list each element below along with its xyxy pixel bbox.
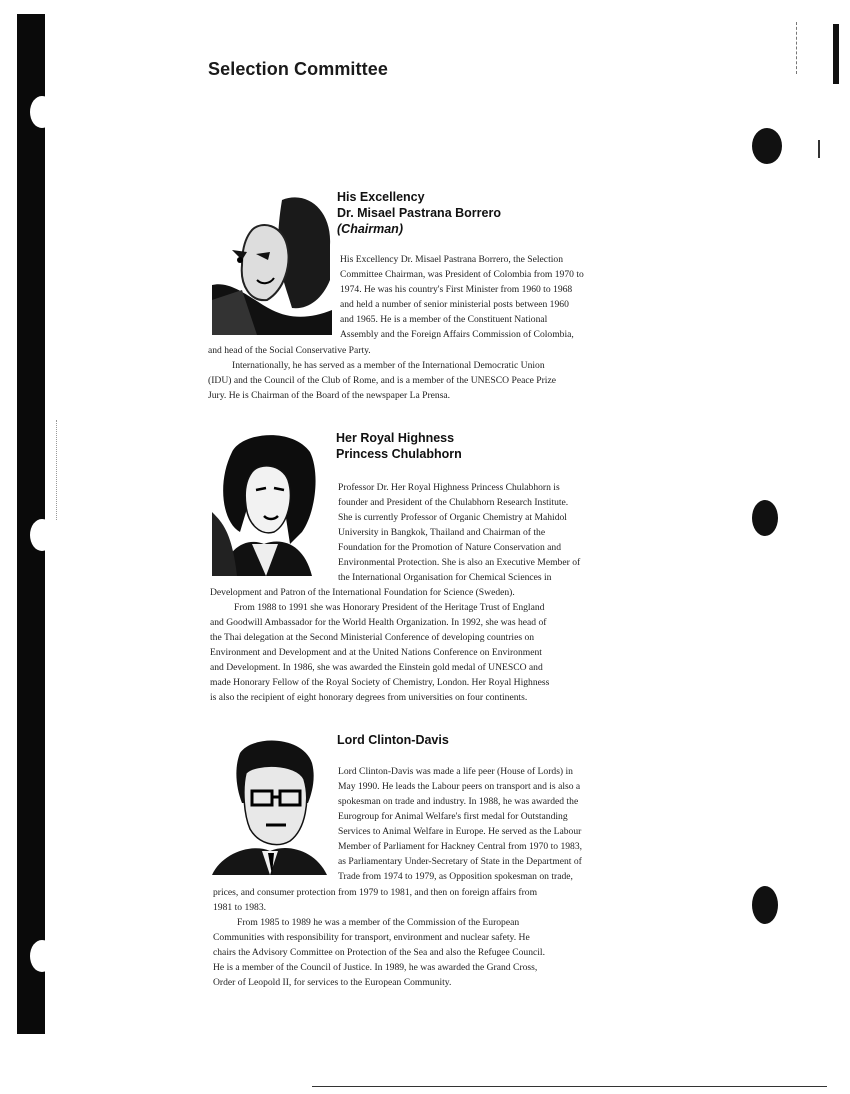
text-line: and Development. In 1986, she was awarded the Einstein gold medal of UNESCO and <box>210 662 543 673</box>
binder-notch <box>30 96 54 128</box>
scan-edge-mark <box>818 140 820 158</box>
text-line: Jury. He is Chairman of the Board of the newspaper La Prensa. <box>208 390 451 401</box>
text-line: chairs the Advisory Committee on Protection of the Sea and also the Refugee Council. <box>213 947 545 958</box>
text-line: Member of Parliament for Hackney Central from 1970 to 1983, <box>338 841 583 852</box>
text-line: Assembly and the Foreign Affairs Commission of Colombia, <box>340 329 574 340</box>
name-line: Dr. Misael Pastrana Borrero <box>337 206 501 220</box>
text-line: the Thai delegation at the Second Ministerial Conference of developing countries on <box>210 632 535 643</box>
text-line: and held a number of senior ministerial posts between 1960 <box>340 299 569 310</box>
text-line: Order of Leopold II, for services to the European Community. <box>213 977 452 988</box>
bio-full-chulabhorn <box>210 585 549 705</box>
portrait-chulabhorn <box>212 432 320 576</box>
text-line: Environment and Development and at the United Nations Conference on Environment <box>210 647 542 658</box>
text-line: made Honorary Fellow of the Royal Society of Chemistry, London. Her Royal Highness <box>210 677 550 688</box>
bio-full-pastrana <box>208 343 556 403</box>
name-line: Lord Clinton-Davis <box>337 733 449 747</box>
bio-side-pastrana <box>340 252 584 342</box>
text-line: 1974. He was his country's First Minister from 1960 to 1968 <box>340 284 573 295</box>
text-line: Eurogroup for Animal Welfare's first medal for Outstanding <box>338 811 568 822</box>
text-line: She is currently Professor of Organic Chemistry at Mahidol <box>338 512 567 523</box>
scan-dotted-mark <box>56 420 57 520</box>
text-line: Development and Patron of the International Foundation for Science (Sweden). <box>210 587 515 598</box>
name-line: His Excellency <box>337 190 425 204</box>
page-title: Selection Committee <box>208 59 388 79</box>
text-line: Trade from 1974 to 1979, as Opposition spokesman on trade, <box>338 871 573 882</box>
text-line: prices, and consumer protection from 1979 to 1981, and then on foreign affairs from <box>213 887 538 898</box>
text-line: Services to Animal Welfare in Europe. He served as the Labour <box>338 826 582 837</box>
role-label: (Chairman) <box>337 222 403 236</box>
scan-edge-mark <box>833 24 839 84</box>
text-line: and head of the Social Conservative Party. <box>208 345 371 356</box>
text-line: May 1990. He leads the Labour peers on transport and is also a <box>338 781 581 792</box>
text-line: He is a member of the Council of Justice. In 1989, he was awarded the Grand Cross, <box>213 962 538 973</box>
text-line: From 1988 to 1991 she was Honorary President of the Heritage Trust of England <box>234 602 545 613</box>
text-line: is also the recipient of eight honorary degrees from universities on four continents. <box>210 692 528 703</box>
text-line: spokesman on trade and industry. In 1988, he was awarded the <box>338 796 579 807</box>
bottom-rule <box>312 1086 827 1087</box>
text-line: and Goodwill Ambassador for the World Health Organization. In 1992, she was head of <box>210 617 547 628</box>
text-line: and 1965. He is a member of the Constituent National <box>340 314 548 325</box>
text-line: founder and President of the Chulabhorn Research Institute. <box>338 497 569 508</box>
text-line: Professor Dr. Her Royal Highness Princess Chulabhorn is <box>338 482 560 493</box>
text-line: Lord Clinton-Davis was made a life peer (House of Lords) in <box>338 766 573 777</box>
text-line: His Excellency Dr. Misael Pastrana Borrero, the Selection <box>340 254 563 265</box>
scan-dotted-mark <box>796 22 797 74</box>
name-line: Princess Chulabhorn <box>336 447 462 461</box>
bio-side-chulabhorn <box>338 480 580 585</box>
bio-side-clinton-davis <box>338 764 582 884</box>
portrait-pastrana <box>212 190 332 335</box>
text-line: Committee Chairman, was President of Colombia from 1970 to <box>340 269 584 280</box>
member-name-pastrana <box>337 189 501 237</box>
punch-hole <box>752 886 778 924</box>
portrait-clinton-davis <box>212 733 327 875</box>
text-line: Environmental Protection. She is also an Executive Member of <box>338 557 581 568</box>
text-line: University in Bangkok, Thailand and Chairman of the <box>338 527 546 538</box>
text-line: Internationally, he has served as a member of the International Democratic Union <box>232 360 545 371</box>
name-line: Her Royal Highness <box>336 431 455 445</box>
text-line: 1981 to 1983. <box>213 902 267 913</box>
punch-hole <box>752 500 778 536</box>
member-name-clinton-davis <box>337 732 449 748</box>
text-line: as Parliamentary Under-Secretary of State in the Department of <box>338 856 582 867</box>
binder-notch <box>30 940 54 972</box>
punch-hole <box>752 128 782 164</box>
binder-notch <box>30 519 54 551</box>
text-line: Foundation for the Promotion of Nature Conservation and <box>338 542 562 553</box>
bio-full-clinton-davis <box>213 885 545 990</box>
text-line: Communities with responsibility for transport, environment and nuclear safety. He <box>213 932 530 943</box>
text-line: From 1985 to 1989 he was a member of the Commission of the European <box>237 917 520 928</box>
member-name-chulabhorn <box>336 430 462 462</box>
text-line: the International Organisation for Chemical Sciences in <box>338 572 552 583</box>
text-line: (IDU) and the Council of the Club of Rome, and is a member of the UNESCO Peace Prize <box>208 375 556 386</box>
